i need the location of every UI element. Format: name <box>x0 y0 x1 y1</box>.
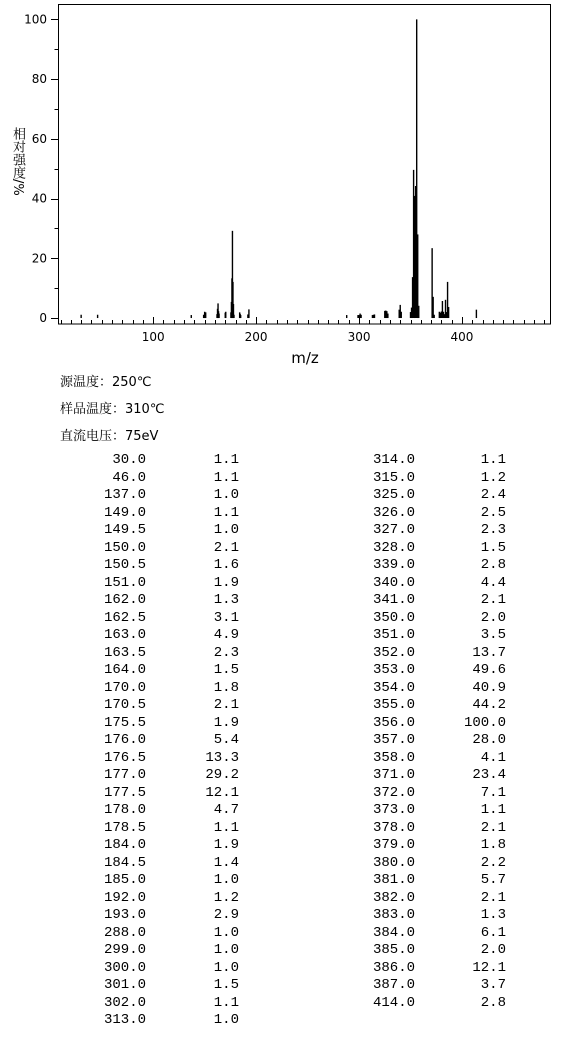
mz-cell: 151.0 <box>103 574 146 591</box>
table-row <box>0 575 570 593</box>
mz-cell: 378.0 <box>372 819 415 836</box>
table-row <box>0 645 570 663</box>
mz-cell: 379.0 <box>372 837 415 853</box>
table-row <box>0 540 570 558</box>
y-tick-label: 0 <box>39 311 47 326</box>
intensity-cell: 7.1 <box>480 784 506 801</box>
mz-cell: 380.0 <box>372 854 415 871</box>
mz-cell: 163.5 <box>103 644 146 661</box>
table-row <box>0 750 570 768</box>
table-row <box>0 522 570 540</box>
table-row <box>0 627 570 645</box>
mz-cell: 326.0 <box>372 504 415 521</box>
x-axis-label: m/z <box>291 349 319 367</box>
intensity-cell: 4.1 <box>480 749 506 766</box>
intensity-cell: 1.2 <box>480 469 506 486</box>
axes <box>24 12 544 344</box>
intensity-cell: 100.0 <box>463 714 506 731</box>
intensity-cell: 2.3 <box>480 522 506 538</box>
intensity-cell: 2.0 <box>480 942 506 958</box>
mz-cell: 193.0 <box>103 907 146 923</box>
table-row <box>0 837 570 855</box>
intensity-cell: 3.1 <box>213 609 239 626</box>
table-row <box>0 785 570 803</box>
intensity-cell: 1.0 <box>213 942 239 958</box>
table-row <box>0 872 570 890</box>
intensity-cell: 2.9 <box>213 907 239 923</box>
table-row <box>0 767 570 785</box>
intensity-cell: 49.6 <box>472 662 506 678</box>
intensity-cell: 2.1 <box>480 889 506 906</box>
table-row <box>0 820 570 838</box>
table-row <box>0 715 570 733</box>
x-tick-label: 200 <box>244 330 268 344</box>
intensity-cell: 5.7 <box>480 872 506 888</box>
mz-cell: 185.0 <box>103 872 146 888</box>
intensity-cell: 3.5 <box>480 627 506 643</box>
intensity-cell: 2.2 <box>480 854 506 871</box>
x-tick-label: 400 <box>450 330 474 344</box>
mz-cell: 314.0 <box>372 452 415 468</box>
mz-cell: 381.0 <box>372 872 415 888</box>
mass-spectrum-chart <box>0 0 570 372</box>
mz-cell: 352.0 <box>372 644 415 661</box>
peaks <box>81 19 476 318</box>
mz-cell: 177.5 <box>103 784 146 801</box>
mz-cell: 170.5 <box>103 697 146 713</box>
mz-cell: 386.0 <box>372 959 415 976</box>
mz-cell: 163.0 <box>103 627 146 643</box>
intensity-cell: 1.0 <box>213 959 239 976</box>
intensity-cell: 2.3 <box>213 644 239 661</box>
mz-cell: 177.0 <box>103 767 146 783</box>
intensity-cell: 1.1 <box>480 802 506 818</box>
intensity-cell: 2.5 <box>480 504 506 521</box>
mz-cell: 162.0 <box>103 592 146 608</box>
mz-cell: 387.0 <box>372 977 415 993</box>
table-row <box>0 470 570 488</box>
intensity-cell: 12.1 <box>472 959 506 976</box>
intensity-cell: 2.1 <box>213 697 239 713</box>
intensity-cell: 23.4 <box>472 767 506 783</box>
intensity-cell: 6.1 <box>480 924 506 941</box>
mz-cell: 178.0 <box>103 802 146 818</box>
intensity-cell: 4.4 <box>480 574 506 591</box>
intensity-cell: 1.1 <box>480 452 506 468</box>
mz-cell: 357.0 <box>372 732 415 748</box>
table-row <box>0 452 570 470</box>
table-row <box>0 960 570 978</box>
y-tick-label: 100 <box>24 12 47 27</box>
mz-cell: 150.0 <box>103 539 146 556</box>
table-row <box>0 610 570 628</box>
table-row <box>0 942 570 960</box>
intensity-cell: 2.8 <box>480 994 506 1011</box>
mz-cell: 30.0 <box>112 452 146 468</box>
mz-cell: 46.0 <box>112 469 146 486</box>
table-row <box>0 977 570 995</box>
mz-cell: 350.0 <box>372 609 415 626</box>
intensity-cell: 5.4 <box>213 732 239 748</box>
intensity-cell: 1.4 <box>213 854 239 871</box>
mz-cell: 288.0 <box>103 924 146 941</box>
mz-cell: 315.0 <box>372 469 415 486</box>
intensity-cell: 1.0 <box>213 872 239 888</box>
y-tick-label: 20 <box>31 251 47 266</box>
intensity-cell: 1.1 <box>213 504 239 521</box>
intensity-cell: 1.5 <box>480 539 506 556</box>
intensity-cell: 1.8 <box>213 679 239 696</box>
mz-cell: 339.0 <box>372 557 415 573</box>
mz-cell: 383.0 <box>372 907 415 923</box>
source-temperature: 源温度：250℃ <box>60 375 152 390</box>
intensity-cell: 1.0 <box>213 487 239 503</box>
mz-cell: 327.0 <box>372 522 415 538</box>
intensity-cell: 4.9 <box>213 627 239 643</box>
intensity-cell: 2.4 <box>480 487 506 503</box>
mz-cell: 382.0 <box>372 889 415 906</box>
mz-cell: 351.0 <box>372 627 415 643</box>
table-row <box>0 890 570 908</box>
intensity-cell: 1.1 <box>213 469 239 486</box>
table-row <box>0 995 570 1013</box>
table-row <box>0 855 570 873</box>
mz-cell: 385.0 <box>372 942 415 958</box>
intensity-cell: 1.8 <box>480 837 506 853</box>
intensity-cell: 1.9 <box>213 574 239 591</box>
intensity-cell: 1.6 <box>213 557 239 573</box>
mz-cell: 328.0 <box>372 539 415 556</box>
mz-cell: 313.0 <box>103 1012 146 1028</box>
intensity-cell: 2.8 <box>480 557 506 573</box>
table-row <box>0 697 570 715</box>
mz-cell: 150.5 <box>103 557 146 573</box>
mz-cell: 355.0 <box>372 697 415 713</box>
table-row <box>0 907 570 925</box>
mz-cell: 164.0 <box>103 662 146 678</box>
intensity-cell: 1.0 <box>213 1012 239 1028</box>
peak-table <box>0 452 570 1032</box>
intensity-cell: 3.7 <box>480 977 506 993</box>
sample-temperature: 样品温度：310℃ <box>60 402 165 417</box>
mz-cell: 176.5 <box>103 749 146 766</box>
mz-cell: 184.0 <box>103 837 146 853</box>
mz-cell: 325.0 <box>372 487 415 503</box>
table-row <box>0 592 570 610</box>
x-tick-label: 100 <box>141 330 165 344</box>
mz-cell: 354.0 <box>372 679 415 696</box>
intensity-cell: 1.1 <box>213 994 239 1011</box>
mz-cell: 299.0 <box>103 942 146 958</box>
mz-cell: 414.0 <box>372 994 415 1011</box>
plot-frame <box>59 5 551 325</box>
intensity-cell: 13.3 <box>205 749 239 766</box>
mz-cell: 137.0 <box>103 487 146 503</box>
mz-cell: 170.0 <box>103 679 146 696</box>
intensity-cell: 13.7 <box>472 644 506 661</box>
mz-cell: 149.0 <box>103 504 146 521</box>
mz-cell: 300.0 <box>103 959 146 976</box>
y-tick-label: 60 <box>31 131 47 146</box>
mz-cell: 149.5 <box>103 522 146 538</box>
intensity-cell: 2.0 <box>480 609 506 626</box>
intensity-cell: 1.1 <box>213 819 239 836</box>
mz-cell: 372.0 <box>372 784 415 801</box>
table-row <box>0 802 570 820</box>
intensity-cell: 40.9 <box>472 679 506 696</box>
table-row <box>0 925 570 943</box>
mz-cell: 301.0 <box>103 977 146 993</box>
mz-cell: 192.0 <box>103 889 146 906</box>
table-row <box>0 662 570 680</box>
intensity-cell: 1.5 <box>213 977 239 993</box>
intensity-cell: 1.3 <box>213 592 239 608</box>
intensity-cell: 1.9 <box>213 714 239 731</box>
intensity-cell: 4.7 <box>213 802 239 818</box>
intensity-cell: 2.1 <box>213 539 239 556</box>
y-tick-label: 40 <box>31 191 47 206</box>
intensity-cell: 12.1 <box>205 784 239 801</box>
mz-cell: 384.0 <box>372 924 415 941</box>
mz-cell: 341.0 <box>372 592 415 608</box>
intensity-cell: 28.0 <box>472 732 506 748</box>
intensity-cell: 1.3 <box>480 907 506 923</box>
y-axis-label: 相对强度/% <box>10 127 25 196</box>
x-tick-label: 300 <box>347 330 371 344</box>
intensity-cell: 1.2 <box>213 889 239 906</box>
mz-cell: 302.0 <box>103 994 146 1011</box>
intensity-cell: 1.5 <box>213 662 239 678</box>
table-row <box>0 487 570 505</box>
mz-cell: 162.5 <box>103 609 146 626</box>
table-row <box>0 505 570 523</box>
intensity-cell: 2.1 <box>480 819 506 836</box>
y-tick-label: 80 <box>31 72 47 87</box>
table-row <box>0 557 570 575</box>
dc-voltage: 直流电压：75eV <box>60 429 159 444</box>
table-row <box>0 732 570 750</box>
mz-cell: 358.0 <box>372 749 415 766</box>
intensity-cell: 29.2 <box>205 767 239 783</box>
intensity-cell: 1.0 <box>213 924 239 941</box>
mz-cell: 373.0 <box>372 802 415 818</box>
table-row <box>0 680 570 698</box>
mz-cell: 340.0 <box>372 574 415 591</box>
intensity-cell: 2.1 <box>480 592 506 608</box>
mz-cell: 178.5 <box>103 819 146 836</box>
mz-cell: 176.0 <box>103 732 146 748</box>
mz-cell: 175.5 <box>103 714 146 731</box>
table-row <box>0 1012 570 1030</box>
mz-cell: 184.5 <box>103 854 146 871</box>
mz-cell: 371.0 <box>372 767 415 783</box>
intensity-cell: 1.0 <box>213 522 239 538</box>
intensity-cell: 1.9 <box>213 837 239 853</box>
mz-cell: 356.0 <box>372 714 415 731</box>
intensity-cell: 1.1 <box>213 452 239 468</box>
mz-cell: 353.0 <box>372 662 415 678</box>
intensity-cell: 44.2 <box>472 697 506 713</box>
